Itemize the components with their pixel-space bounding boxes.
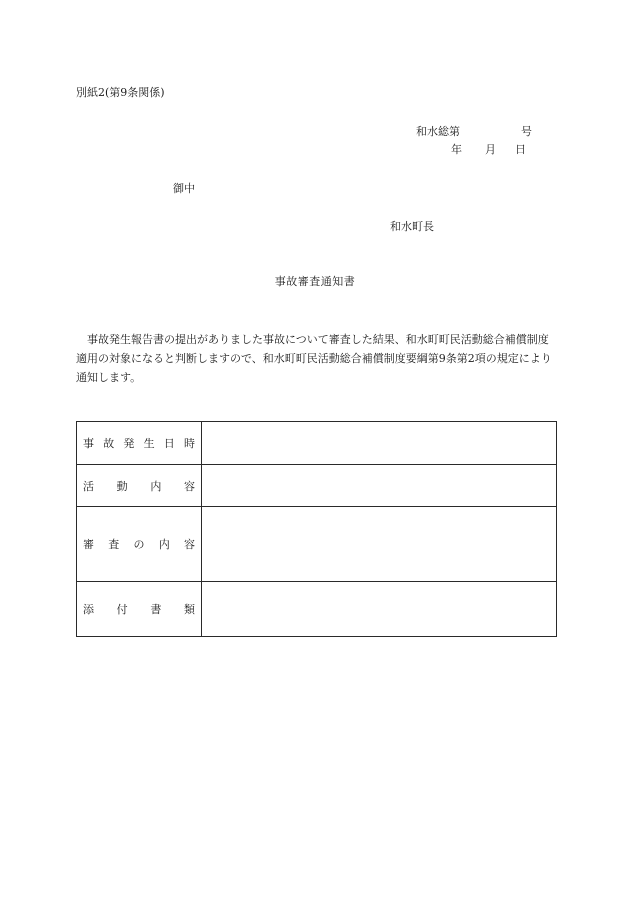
date-year-label: 年 xyxy=(451,143,462,156)
review-content-value[interactable] xyxy=(202,507,557,582)
label-char: 容 xyxy=(184,538,195,551)
document-number xyxy=(416,123,532,139)
review-content-label xyxy=(77,507,202,582)
table-row xyxy=(77,465,557,507)
label-char: 事 xyxy=(83,437,94,450)
label-char: 生 xyxy=(143,437,155,450)
table-row xyxy=(77,507,557,582)
body-paragraph xyxy=(76,330,558,387)
date-month-label: 月 xyxy=(485,143,496,156)
accident-datetime-value[interactable] xyxy=(202,422,557,465)
body-paragraph-text: 事故発生報告書の提出がありました事故について審査した結果、和水町町民活動総合補償制度適用の対象になると判断しますので、和水町町民活動総合補償制度要綱第9条第2項の規定により通知します。 xyxy=(76,333,552,384)
activity-content-value[interactable] xyxy=(202,465,557,507)
table-row xyxy=(77,422,557,465)
attached-documents-value[interactable] xyxy=(202,582,557,637)
document-number-suffix: 号 xyxy=(521,125,532,138)
details-table xyxy=(76,421,557,637)
sender: 和水町長 xyxy=(390,220,434,233)
table-row xyxy=(77,582,557,637)
document-number-prefix: 和水総第 xyxy=(416,125,460,138)
label-char: 書 xyxy=(150,603,162,616)
issue-date xyxy=(451,141,526,157)
label-char: 審 xyxy=(83,538,94,551)
label-char: 付 xyxy=(116,603,128,616)
attached-documents-label xyxy=(77,582,202,637)
document-title: 事故審査通知書 xyxy=(274,275,356,288)
label-char: 内 xyxy=(158,538,170,551)
label-char: 動 xyxy=(116,479,128,493)
date-day-label: 日 xyxy=(515,143,526,156)
label-char: 類 xyxy=(183,603,195,616)
label-char: 添 xyxy=(83,603,94,616)
addressee: 御中 xyxy=(173,182,195,195)
label-char: 活 xyxy=(83,479,94,493)
label-char: 故 xyxy=(103,437,115,450)
label-char: 時 xyxy=(183,437,195,450)
label-char: 発 xyxy=(123,437,135,450)
label-char: 内 xyxy=(150,479,162,493)
label-char: 査 xyxy=(108,538,120,551)
annex-label: 別紙2(第9条関係) xyxy=(76,86,165,99)
label-char: の xyxy=(133,538,145,551)
accident-datetime-label xyxy=(77,422,202,465)
label-char: 容 xyxy=(183,479,195,493)
label-char: 日 xyxy=(163,437,175,450)
activity-content-label xyxy=(77,465,202,507)
